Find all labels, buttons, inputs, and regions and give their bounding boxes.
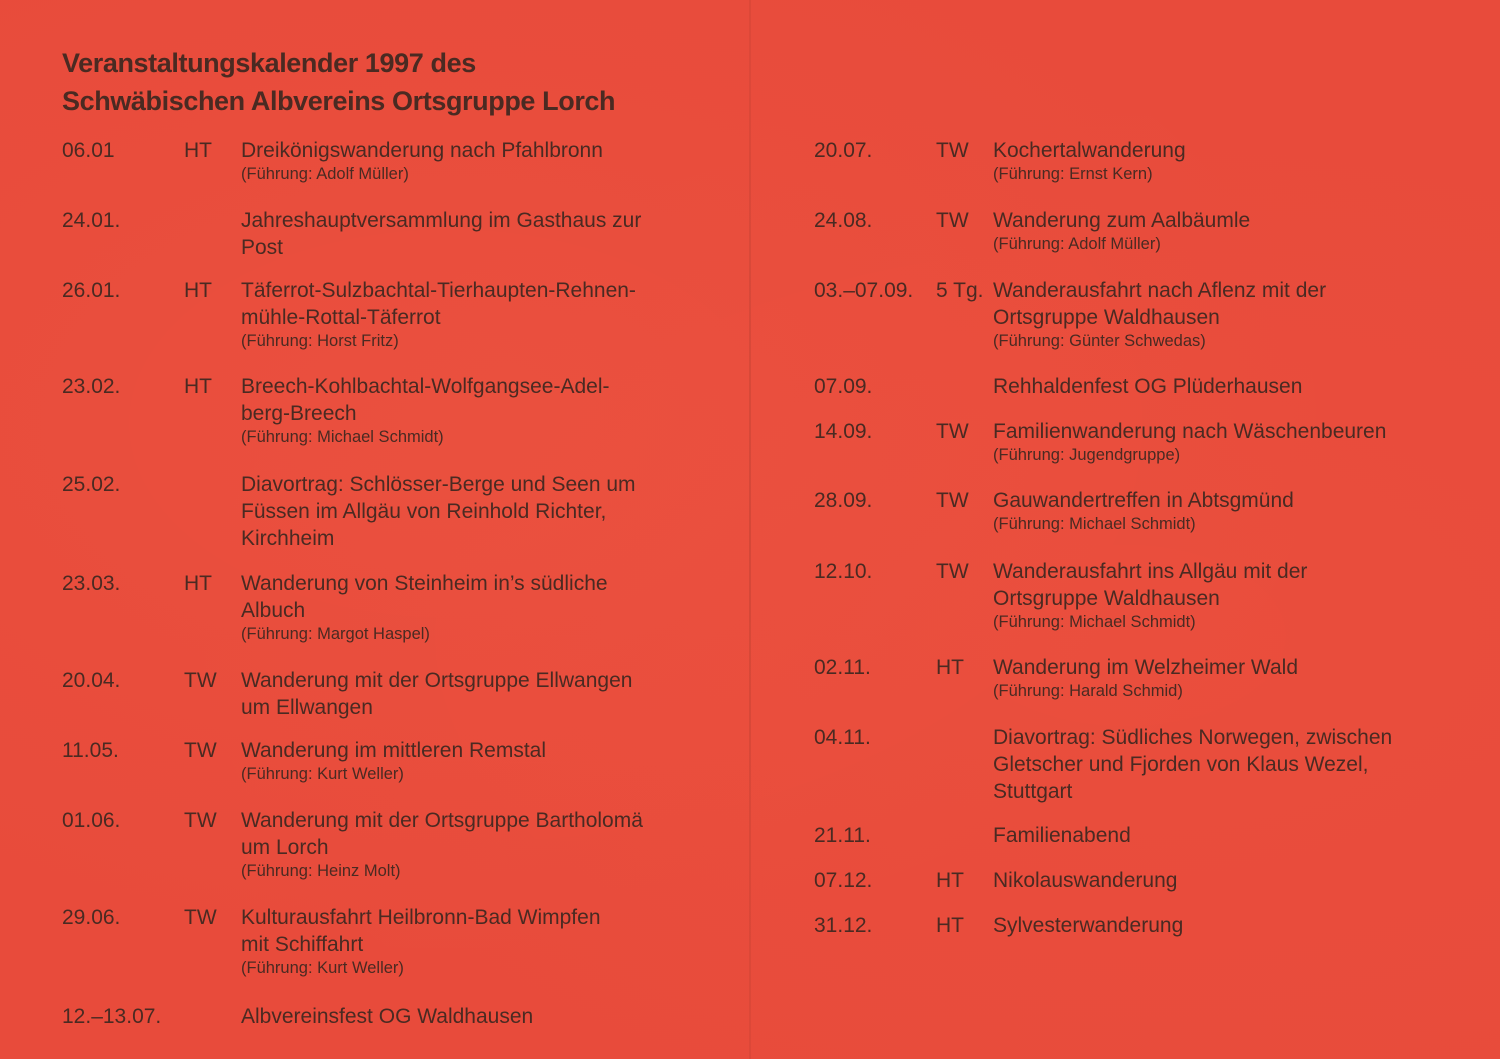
- event-date: 06.01: [62, 139, 115, 162]
- event-details: [993, 912, 1473, 939]
- event-description-line: mühle-Rottal-Täferrot: [241, 306, 441, 329]
- event-type: TW: [936, 209, 969, 232]
- event-date: 03.–07.09.: [814, 279, 914, 302]
- event-details: [241, 1003, 721, 1030]
- event-description: [993, 487, 1473, 514]
- event-type: TW: [184, 739, 217, 762]
- event-description-line: Wanderausfahrt ins Allgäu mit der: [993, 560, 1308, 583]
- event-description-line: Post: [241, 236, 284, 259]
- event-date: 02.11.: [814, 656, 871, 679]
- event-description-line: Kochertalwanderung: [993, 139, 1186, 162]
- event-date: 07.09.: [814, 375, 873, 398]
- event-type: HT: [936, 656, 964, 679]
- event-description-line: Wanderung mit der Ortsgruppe Ellwangen: [241, 669, 633, 692]
- event-description: [241, 737, 721, 764]
- event-guide: (Führung: Horst Fritz): [241, 332, 399, 350]
- event-type: TW: [936, 420, 969, 443]
- event-description-line: mit Schiffahrt: [241, 933, 364, 956]
- event-guide: (Führung: Adolf Müller): [241, 165, 409, 183]
- event-type: HT: [184, 572, 212, 595]
- event-guide: (Führung: Ernst Kern): [993, 165, 1153, 183]
- event-description: [993, 654, 1473, 681]
- event-description-line: Wanderung mit der Ortsgruppe Bartholomä: [241, 809, 643, 832]
- event-date: 25.02.: [62, 473, 121, 496]
- event-date: 21.11.: [814, 824, 871, 847]
- event-details: [241, 904, 721, 978]
- event-date: 01.06.: [62, 809, 121, 832]
- event-details: [241, 667, 721, 721]
- event-description: [993, 137, 1473, 164]
- event-description: [241, 207, 721, 261]
- event-description: [241, 137, 721, 164]
- event-description-line: Wanderung zum Aalbäumle: [993, 209, 1251, 232]
- event-date: 11.05.: [62, 739, 119, 762]
- event-type: HT: [936, 869, 964, 892]
- event-type: HT: [184, 375, 212, 398]
- event-description: [993, 912, 1473, 939]
- event-date: 23.02.: [62, 375, 121, 398]
- event-details: [241, 277, 721, 351]
- event-description-line: Breech-Kohlbachtal-Wolfgangsee-Adel-: [241, 375, 610, 398]
- event-description-line: Kulturausfahrt Heilbronn-Bad Wimpfen: [241, 906, 601, 929]
- event-date: 29.06.: [62, 906, 121, 929]
- event-date: 24.01.: [62, 209, 121, 232]
- event-details: [993, 207, 1473, 254]
- event-guide: (Führung: Margot Haspel): [241, 625, 430, 643]
- event-description: [993, 277, 1473, 331]
- event-description-line: Wanderausfahrt nach Aflenz mit der: [993, 279, 1327, 302]
- event-description-line: Albvereinsfest OG Waldhausen: [241, 1005, 534, 1028]
- event-description: [993, 822, 1473, 849]
- event-description: [241, 807, 721, 861]
- event-details: [241, 137, 721, 184]
- event-details: [993, 487, 1473, 534]
- event-date: 12.10.: [814, 560, 873, 583]
- event-description: [241, 570, 721, 624]
- title-line-1: Veranstaltungskalender 1997 des: [62, 48, 476, 78]
- event-description-line: Füssen im Allgäu von Reinhold Richter,: [241, 500, 607, 523]
- event-description: [241, 471, 721, 552]
- event-details: [241, 807, 721, 881]
- event-description-line: Sylvesterwanderung: [993, 914, 1184, 937]
- event-type: TW: [184, 906, 217, 929]
- event-description-line: Dreikönigswanderung nach Pfahlbronn: [241, 139, 603, 162]
- event-description-line: Gauwandertreffen in Abtsgmünd: [993, 489, 1294, 512]
- event-details: [993, 558, 1473, 632]
- event-guide: (Führung: Kurt Weller): [241, 959, 404, 977]
- event-description-line: Wanderung im Welzheimer Wald: [993, 656, 1298, 679]
- event-type: HT: [936, 914, 964, 937]
- event-date: 07.12.: [814, 869, 873, 892]
- event-details: [241, 207, 721, 261]
- center-fold: [749, 0, 751, 1059]
- event-type: TW: [936, 139, 969, 162]
- event-description-line: Kirchheim: [241, 527, 335, 550]
- event-details: [241, 373, 721, 447]
- event-description-line: um Lorch: [241, 836, 329, 859]
- title-line-2: Schwäbischen Albvereins Ortsgruppe Lorch: [62, 86, 616, 116]
- event-type: TW: [184, 669, 217, 692]
- event-guide: (Führung: Günter Schwedas): [993, 332, 1206, 350]
- event-guide: (Führung: Heinz Molt): [241, 862, 401, 880]
- event-details: [993, 867, 1473, 894]
- event-type: TW: [184, 809, 217, 832]
- event-description: [241, 1003, 721, 1030]
- event-description-line: Wanderung im mittleren Remstal: [241, 739, 546, 762]
- event-details: [241, 737, 721, 784]
- event-description-line: Gletscher und Fjorden von Klaus Wezel,: [993, 753, 1369, 776]
- event-guide: (Führung: Harald Schmid): [993, 682, 1183, 700]
- page-title: [62, 44, 615, 120]
- event-guide: (Führung: Michael Schmidt): [993, 613, 1196, 631]
- event-type: HT: [184, 279, 212, 302]
- event-description: [993, 207, 1473, 234]
- event-description-line: Familienabend: [993, 824, 1131, 847]
- event-description: [241, 373, 721, 427]
- event-description-line: berg-Breech: [241, 402, 357, 425]
- event-description-line: Jahreshauptversammlung im Gasthaus zur: [241, 209, 642, 232]
- event-description: [993, 558, 1473, 612]
- event-date: 31.12.: [814, 914, 873, 937]
- event-details: [993, 277, 1473, 351]
- event-description: [993, 373, 1473, 400]
- event-date: 26.01.: [62, 279, 121, 302]
- event-date: 23.03.: [62, 572, 121, 595]
- event-guide: (Führung: Jugendgruppe): [993, 446, 1181, 464]
- event-type: HT: [184, 139, 212, 162]
- event-description-line: Rehhaldenfest OG Plüderhausen: [993, 375, 1303, 398]
- event-description-line: Familienwanderung nach Wäschenbeuren: [993, 420, 1387, 443]
- event-description-line: Diavortrag: Schlösser-Berge und Seen um: [241, 473, 636, 496]
- event-description-line: um Ellwangen: [241, 696, 373, 719]
- event-description-line: Nikolauswanderung: [993, 869, 1178, 892]
- event-date: 14.09.: [814, 420, 873, 443]
- event-description: [993, 418, 1473, 445]
- event-details: [993, 822, 1473, 849]
- event-type: TW: [936, 489, 969, 512]
- event-date: 24.08.: [814, 209, 873, 232]
- event-description: [993, 867, 1473, 894]
- event-date: 12.–13.07.: [62, 1005, 162, 1028]
- event-details: [993, 373, 1473, 400]
- event-description-line: Wanderung von Steinheim in’s südliche: [241, 572, 608, 595]
- event-date: 28.09.: [814, 489, 873, 512]
- event-details: [241, 471, 721, 552]
- event-date: 20.07.: [814, 139, 873, 162]
- event-description-line: Ortsgruppe Waldhausen: [993, 587, 1220, 610]
- event-description: [241, 904, 721, 958]
- event-type: 5 Tg.: [936, 279, 984, 302]
- event-date: 20.04.: [62, 669, 121, 692]
- event-description-line: Albuch: [241, 599, 306, 622]
- event-type: TW: [936, 560, 969, 583]
- event-description-line: Stuttgart: [993, 780, 1073, 803]
- event-description: [241, 667, 721, 721]
- event-details: [241, 570, 721, 644]
- event-details: [993, 654, 1473, 701]
- event-description-line: Ortsgruppe Waldhausen: [993, 306, 1220, 329]
- event-description-line: Diavortrag: Südliches Norwegen, zwischen: [993, 726, 1393, 749]
- event-details: [993, 137, 1473, 184]
- event-guide: (Führung: Adolf Müller): [993, 235, 1161, 253]
- event-date: 04.11.: [814, 726, 871, 749]
- event-guide: (Führung: Michael Schmidt): [993, 515, 1196, 533]
- event-guide: (Führung: Michael Schmidt): [241, 428, 444, 446]
- event-description-line: Täferrot-Sulzbachtal-Tierhaupten-Rehnen-: [241, 279, 636, 302]
- event-details: [993, 724, 1473, 805]
- event-description: [993, 724, 1473, 805]
- event-description: [241, 277, 721, 331]
- event-guide: (Führung: Kurt Weller): [241, 765, 404, 783]
- event-details: [993, 418, 1473, 465]
